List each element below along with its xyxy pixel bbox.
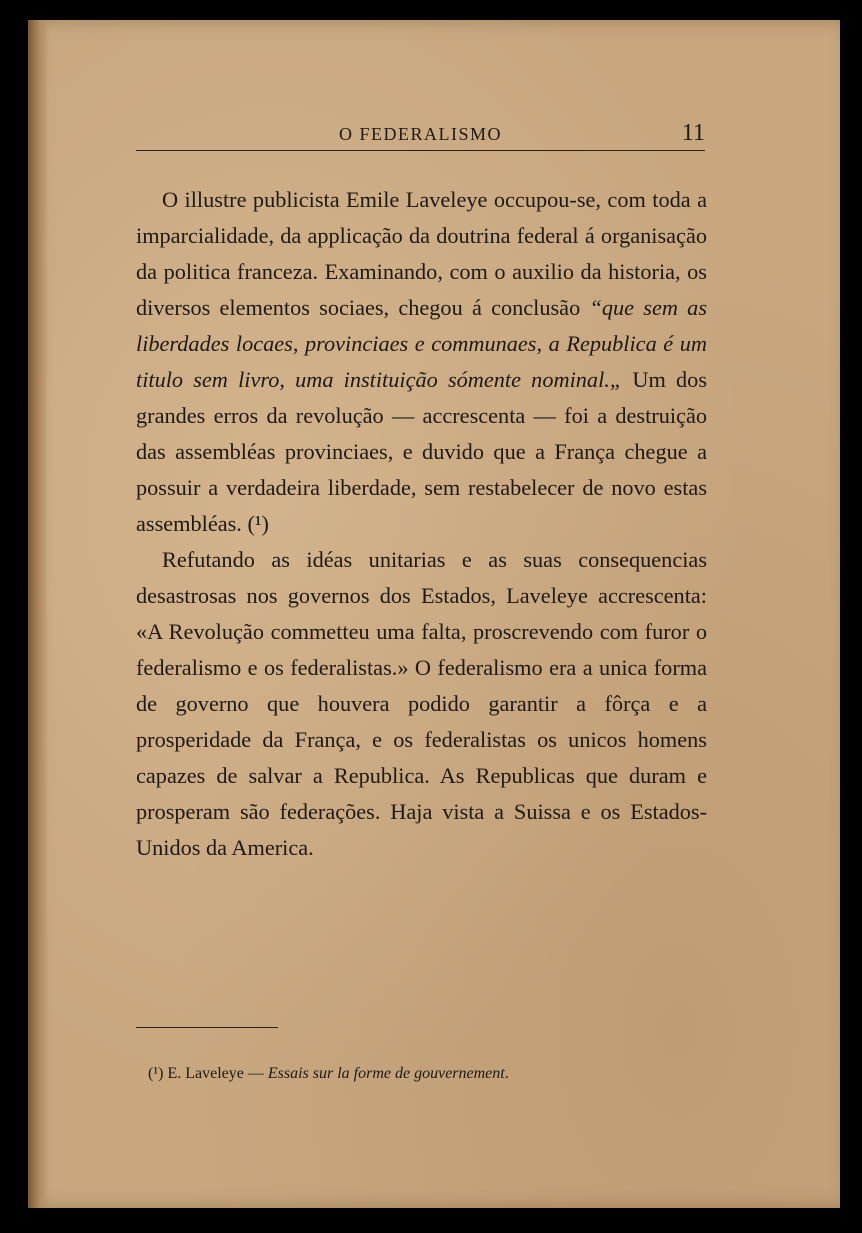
- footnote-work-title: Essais sur la forme de gouvernement: [267, 1065, 505, 1082]
- paragraph-1-text-b: Um dos grandes erros da revolução — accrescenta — foi a destruição das assembléas provinciaes, e duvido que a França chegue a possuir a verdadeira liberdade, sem restabelecer de novo estas assembléas. (¹): [136, 367, 707, 536]
- footnote-end: .: [504, 1065, 509, 1082]
- paragraph-1-text-a: O illustre publicista Emile Laveleye occupou-se, com toda a imparcialidade, da applicação da doutrina federal á organisação da politica franceza. Examinando, com o auxilio da historia, os diversos elementos sociaes, chegou á conclusão: [136, 187, 707, 320]
- footnote: [148, 1065, 708, 1083]
- page-number: 11: [681, 120, 705, 146]
- paragraph-2: Refutando as idéas unitarias e as suas consequencias desastrosas nos governos dos Estados, Laveleye accrescenta: «A Revolução commetteu uma falta, proscrevendo com furor o federalismo e os federalistas.» O federalismo era a unica forma de governo que houvera podido garantir a fôrça e a prosperidade da França, e os federalistas os unicos homens capazes de salvar a Republica. As Republicas que duram e prosperam são federações. Haja vista a Suissa e os Estados-Unidos da America.: [136, 547, 707, 860]
- page-gutter-shadow: [28, 20, 48, 1208]
- body-text: [136, 182, 707, 866]
- running-head-title: O FEDERALISMO: [338, 124, 502, 144]
- footnote-ref: (¹) E. Laveleye —: [148, 1065, 268, 1082]
- paragraph-1: [136, 182, 707, 542]
- book-page: [28, 20, 840, 1208]
- paragraph-1-quote: “que sem as liberdades locaes, provinciaes e communaes, a Republica é um titulo sem livro, uma instituição sómente nominal.„: [136, 295, 707, 392]
- footnote-rule: [136, 1027, 278, 1028]
- running-head: [136, 120, 705, 151]
